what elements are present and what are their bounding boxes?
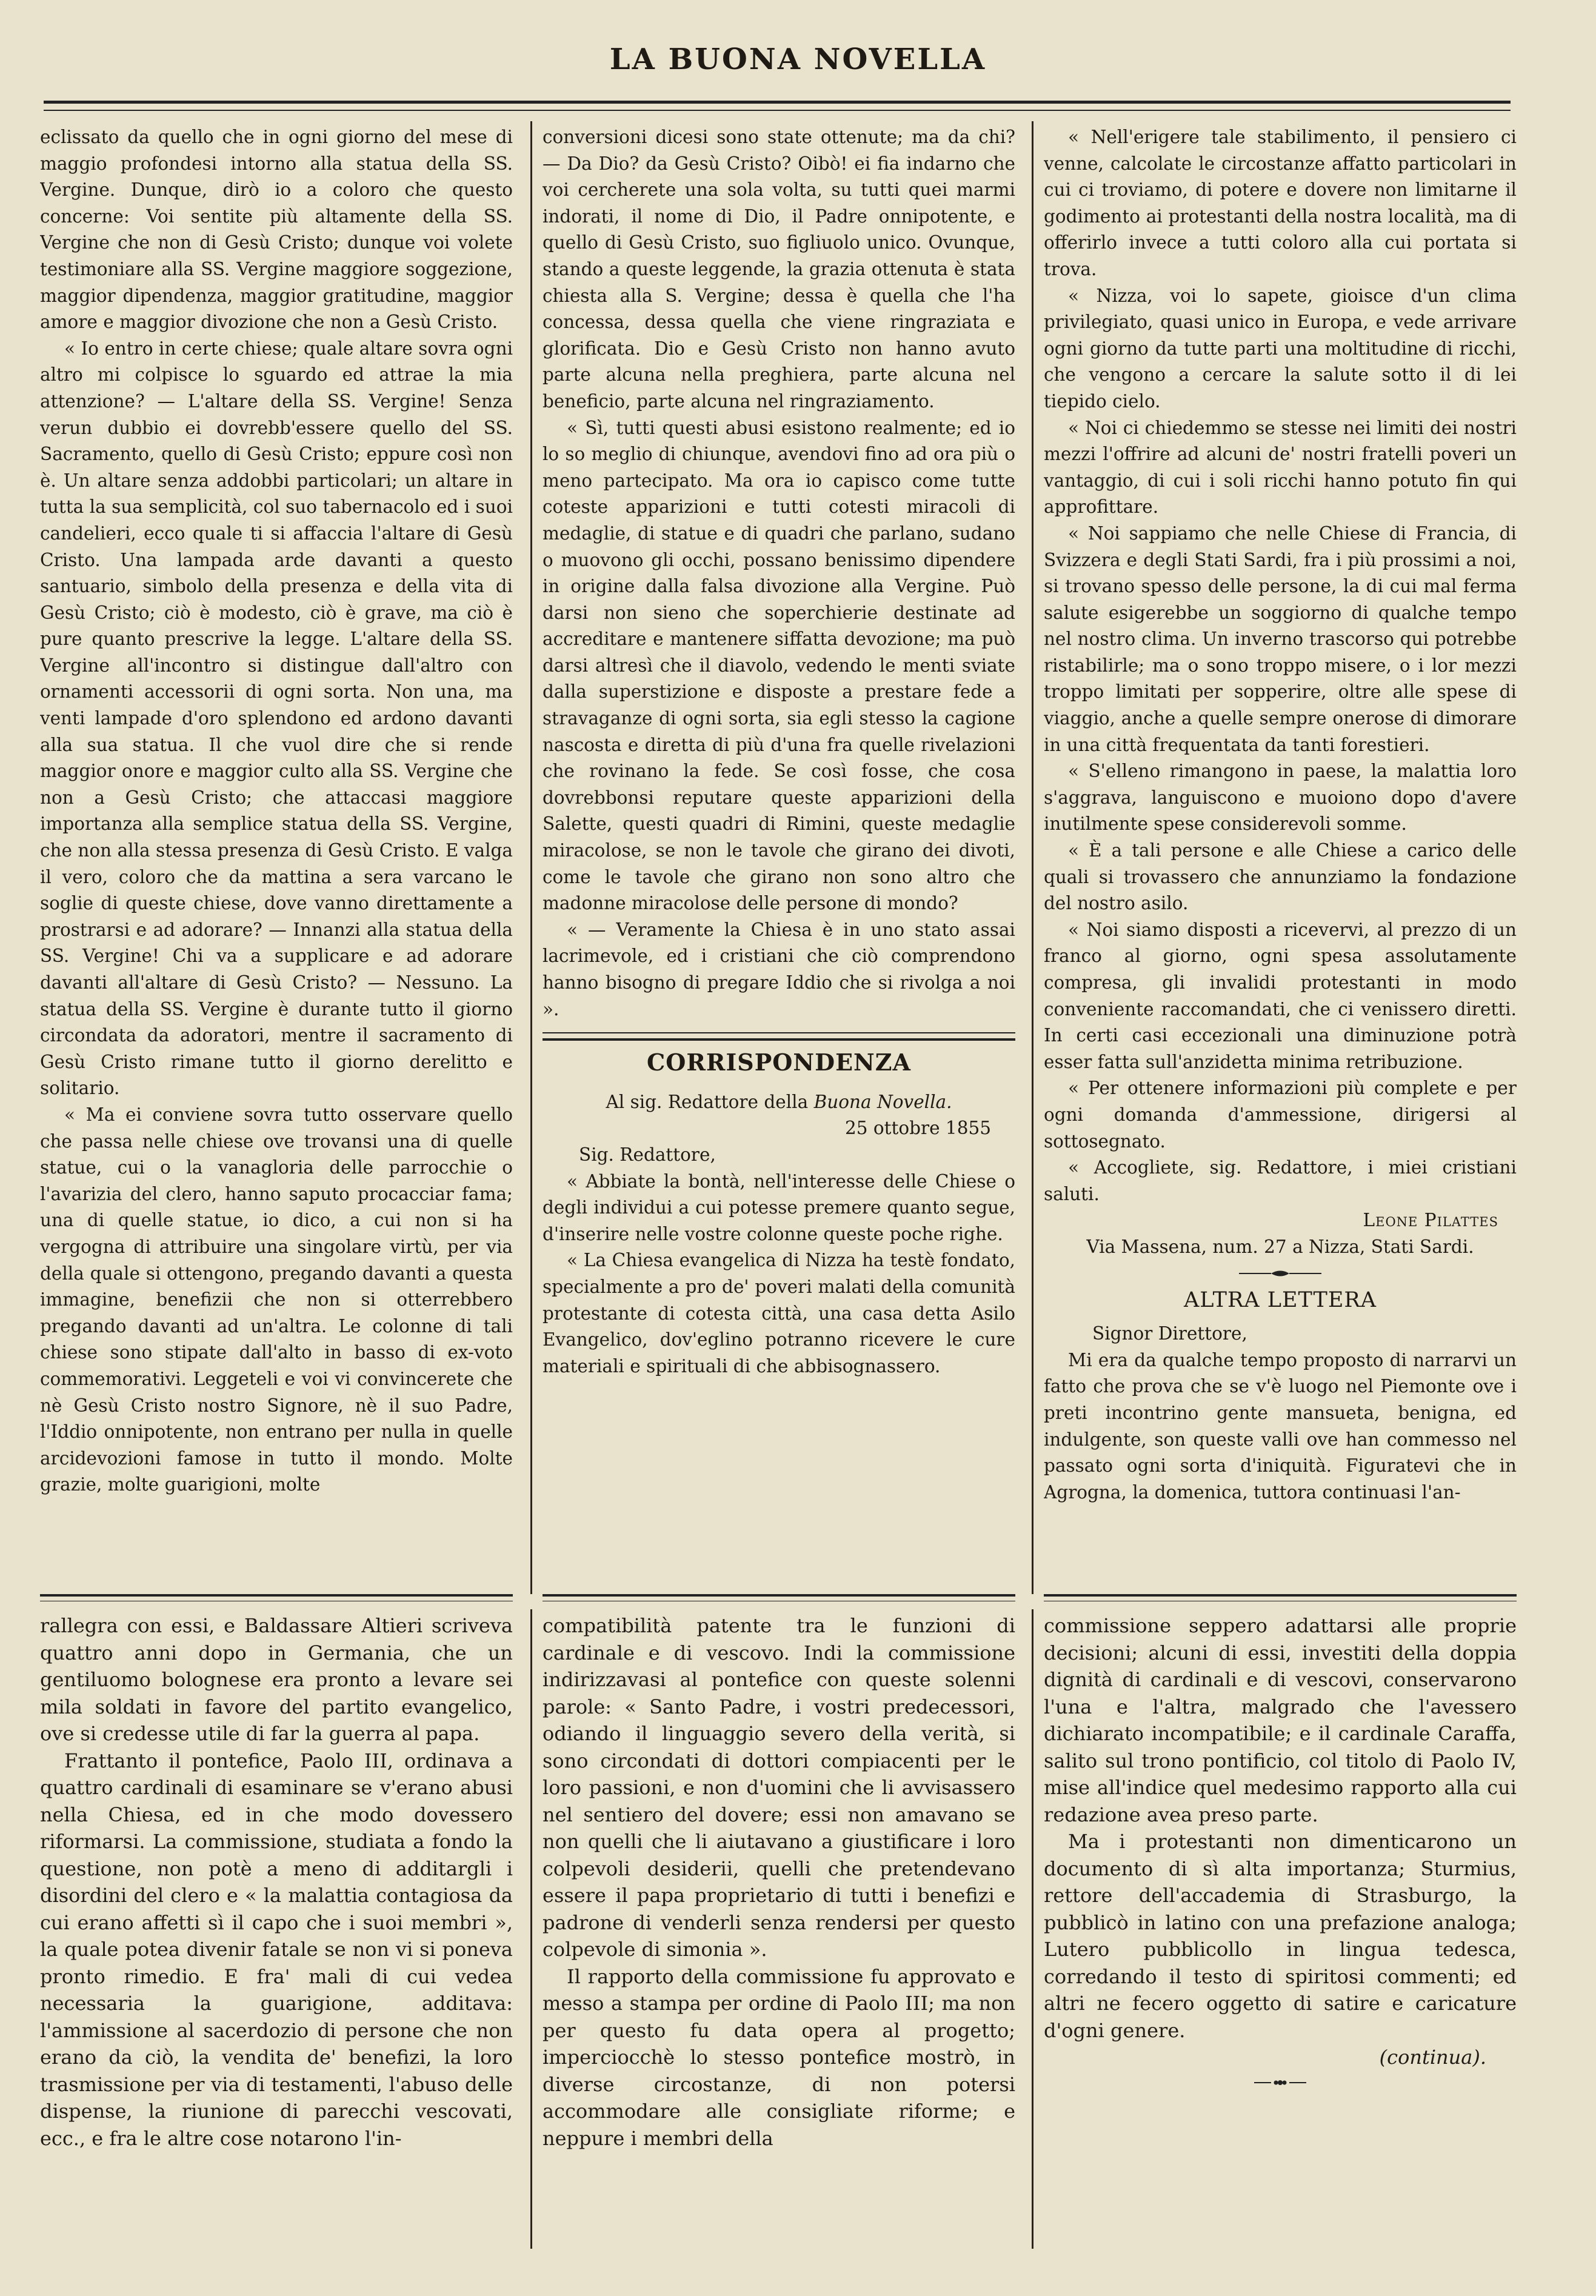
column-divider [1032, 1609, 1033, 2249]
paragraph: « Nell'erigere tale stabilimento, il pensiero ci venne, calcolate le circostanze affatto particolari in cui ci troviamo, di potere e dovere non limitarne il godimento ai protestanti della nostra località, ma di offerirlo invece a tutti coloro alla cui portata si trova. [1044, 127, 1517, 279]
paragraph: « La Chiesa evangelica di Nizza ha testè fondato, specialmente a pro de' poveri malati della comunità protestante di cotesta città, una casa detta Asilo Evangelico, dov'eglino potranno ricevere le cure materiali e spirituali di che abbisognassero. [543, 1250, 1015, 1377]
paragraph: « Abbiate la bontà, nell'interesse delle Chiese o degli individui a cui potesse premere quanto segue, d'inserire nelle vostre colonne queste poche righe. [543, 1170, 1015, 1244]
bottom-column-1 [40, 1612, 513, 2255]
section-divider [40, 1594, 513, 1601]
salutation: Sig. Redattore, [579, 1144, 716, 1165]
ornament-divider-icon [1238, 1268, 1323, 1279]
letter-date: 25 ottobre 1855 [844, 1118, 991, 1139]
paragraph: « Io entro in certe chiese; quale altare sovra ogni altro mi colpisce lo sguardo ed attrae la mia attenzione? — L'altare della SS. Vergine! Senza verun dubbio ei dovrebb'essere quello del SS. Sacramento, quello di Gesù Cristo; eppure così non è. Un altare senza addobbi particolari; un altare in tutta la sua semplicità, col suo tabernacolo ed i suoi candelieri, ecco quale ti si affaccia l'altare di Gesù Cristo. Una lampada arde davanti a questo santuario, simbolo della presenza e della vita di Gesù Cristo; ciò è modesto, ciò è grave, ma ciò è pure quanto prescrive la legge. L'altare della SS. Vergine all'incontro si distingue dall'altro con ornamenti accessorii di ogni sorta. Non una, ma venti lampade d'oro splendono ed ardono davanti alla sua statua. Il che vuol dire che si rende maggior onore e maggior culto alla SS. Vergine che non a Gesù Cristo; che attaccasi maggiore importanza alla semplice statua della SS. Vergine, che non alla stessa presenza di Gesù Cristo. E valga il vero, coloro che da mattina a sera varcano le soglie di queste chiese, dove vanno direttamente a prostrarsi e ad adorare? — Innanzi alla statua della SS. Vergine! Chi va a supplicare e ad adorare davanti all'altare di Gesù Cristo? — Nessuno. La statua della SS. Vergine è durante tutto il giorno circondata da adoratori, mentre il sacramento di Gesù Cristo rimane tutto il giorno derelitto e solitario. [40, 338, 513, 1099]
paragraph: rallegra con essi, e Baldassare Altieri scriveva quattro anni dopo in Germania, che un gentiluomo bolognese era pronto a levare sei mila soldati in favore del partito evangelico, ove si credesse utile di far la guerra al papa. [40, 1614, 513, 1745]
paragraph: commissione seppero adattarsi alle proprie decisioni; alcuni di essi, investiti della doppia dignità di cardinali e di vescovi, conservarono l'una e l'altra, malgrado che l'avessero dichiarato incompatibile; e il cardinale Caraffa, salito sul trono pontificio, col titolo di Paolo IV, mise all'indice quel medesimo rapporto alla cui redazione avea preso parte. [1044, 1614, 1517, 1826]
paragraph: « Accogliete, sig. Redattore, i miei cristiani saluti. [1044, 1157, 1517, 1204]
column-1 [40, 124, 513, 1576]
paragraph: « — Veramente la Chiesa è in uno stato assai lacrimevole, ed i cristiani che ciò comprendono hanno bisogno di pregare Iddio che si rivolga a noi ». [543, 919, 1015, 1020]
paragraph: compatibilità patente tra le funzioni di cardinale e di vescovo. Indi la commissione indirizzavasi al pontefice con queste solenni parole: « Santo Padre, i vostri predecessori, odiando il linguaggio severo della verità, si sono circondati di dottori compiacenti per le loro passioni, e non d'uomini che li avvisassero nel sentiero del dovere; essi non amavano se non quelli che li aiutavano a giustificare i loro colpevoli desiderii, quelli che pretendevano essere il papa proprietario di tutti i benefizi e padrone di venderli senza rendersi per questo colpevole di simonia ». [543, 1614, 1015, 1961]
bottom-column-2 [543, 1612, 1015, 2255]
column-2 [543, 124, 1015, 1576]
paragraph: conversioni dicesi sono state ottenute; ma da chi? — Da Dio? da Gesù Cristo? Oibò! ei fia indarno che voi cercherete una sola volta, su tutti quei marmi indorati, il nome di Dio, il Padre onnipotente, e quello di Gesù Cristo, suo figliuolo unico. Ovunque, stando a queste leggende, la grazia ottenuta è stata chiesta alla S. Vergine; dessa è quella che l'ha concessa, dessa quella che viene ringraziata e glorificata. Dio e Gesù Cristo non hanno avuto parte alcuna nella preghiera, parte alcuna nel beneficio, parte alcuna nel ringraziamento. [543, 127, 1015, 412]
section-title: CORRISPONDENZA [646, 1049, 911, 1076]
paragraph: « Noi ci chiedemmo se stesse nei limiti dei nostri mezzi l'offrire ad alcuni de' nostri fratelli poveri un vantaggio, di cui i soli ricchi hanno potuto fin qui approfittare. [1044, 417, 1517, 518]
paragraph: Il rapporto della commissione fu approvato e messo a stampa per ordine di Paolo III; ma non per questo fu data opera al progetto; imperciocchè lo stesso pontefice mostrò, in diverse circostanze, di non potersi accommodare alle consigliate riforme; e neppure i membri della [543, 1964, 1015, 2150]
continued-note [1044, 2044, 1517, 2071]
paragraph: « È a tali persone e alle Chiese a carico delle quali si trovassero che annunziamo la fondazione del nostro asilo. [1044, 840, 1517, 914]
column-divider [530, 121, 532, 1594]
paragraph: « Noi sappiamo che nelle Chiese di Francia, di Svizzera e degli Stati Sardi, fra i più prossimi a noi, si trovano spesso delle persone, la di cui mal ferma salute esigerebbe un soggiorno di qualche tempo nel nostro clima. Un inverno trascorso qui potrebbe ristabilirle; ma o sono troppo misere, o i lor mezzi troppo limitati per sopperire, oltre alle spese di viaggio, anche a quelle sempre onerose di dimorare in una città frequentata da tanti forestieri. [1044, 522, 1517, 755]
addressee-paper: Buona Novella. [813, 1091, 952, 1112]
addressee-prefix: Al sig. Redattore della [606, 1091, 809, 1112]
paragraph: « Noi siamo disposti a ricevervi, al prezzo di un franco al giorno, ogni spesa assolutamente compresa, gli invalidi protestanti in modo conveniente raccomandati, che ci venissero diretti. In certi casi eccezionali una diminuzione potrà esser fatta sull'anzidetta minima retribuzione. [1044, 919, 1517, 1072]
ornament-end-icon [1253, 2078, 1307, 2087]
paragraph: Mi era da qualche tempo proposto di narrarvi un fatto che prova che se v'è luogo nel Piemonte ove i preti incontrino gente mansueta, benigna, ed indulgente, son queste valli ove han commesso nel passato ogni sorta d'iniquità. Figuratevi che in Agrogna, la domenica, tuttora continuasi l'an- [1044, 1349, 1517, 1503]
salutation: Signor Direttore, [1092, 1323, 1247, 1344]
page-header-title: LA BUONA NOVELLA [609, 42, 987, 76]
column-divider [530, 1609, 532, 2249]
column-3 [1044, 124, 1517, 1576]
header-rule [44, 101, 1511, 111]
bottom-column-3 [1044, 1612, 1517, 2255]
section-divider [1044, 1594, 1517, 1601]
paragraph: « Per ottenere informazioni più complete e per ogni domanda d'ammessione, dirigersi al sottosegnato. [1044, 1078, 1517, 1152]
continued-label: (continua). [1379, 2046, 1486, 2069]
addressee-line [543, 1089, 1015, 1116]
paragraph: « Ma ei conviene sovra tutto osservare quello che passa nelle chiese ove trovansi una di quelle statue, cui o la vanagloria delle parrocchie o l'avarizia del clero, hanno saputo procacciar fama; una di quelle statue, io dico, a cui non si ha vergogna di attribuire una singolare virtù, per via della quale si ottengono, pregando davanti a questa immagine, benefizii che non si otterrebbero pregando davanti ad un'altra. Le colonne di tali chiese sono stipate dall'alto in basso di ex-voto commemorativi. Leggeteli e voi vi convincerete che nè Gesù Cristo nostro Signore, nè il suo Padre, l'Iddio onnipotente, non entrano per nulla in quelle arcidevozioni famose in tutto il mondo. Molte grazie, molte guarigioni, molte [40, 1104, 513, 1495]
letter-address: Via Massena, num. 27 a Nizza, Stati Sardi. [1086, 1236, 1474, 1257]
column-divider [1032, 121, 1033, 1594]
subhead: ALTRA LETTERA [1183, 1287, 1377, 1312]
section-rule [543, 1032, 1015, 1041]
paragraph: Ma i protestanti non dimenticarono un documento di sì alta importanza; Sturmius, rettore dell'accademia di Strasburgo, la pubblicò in latino con una prefazione analoga; Lutero pubblicollo in lingua tedesca, corredando il testo di spiritosi commenti; ed altri ne fecero oggetto di satire e caricature d'ogni genere. [1044, 1830, 1517, 2042]
paragraph: eclissato da quello che in ogni giorno del mese di maggio profondesi intorno alla statua della SS. Vergine. Dunque, dirò io a coloro che questo concerne: Voi sentite più altamente della SS. Vergine che non di Gesù Cristo; dunque voi volete testimoniare alla SS. Vergine maggiore soggezione, maggior dipendenza, maggior gratitudine, maggior amore e maggior divozione che non a Gesù Cristo. [40, 127, 513, 333]
section-divider [543, 1594, 1015, 1601]
paragraph: Frattanto il pontefice, Paolo III, ordinava a quattro cardinali di esaminare se v'erano abusi nella Chiesa, ed in che modo dovessero riformarsi. La commissione, studiata a fondo la questione, non potè a meno di additargli i disordini del clero e « la malattia contagiosa da cui erano affetti sì il capo che i suoi membri », la quale potea divenir fatale se non vi si poneva pronto rimedio. E fra' mali di cui vedea necessaria la guarigione, additava: l'ammissione al sacerdozio di persone che non erano da ciò, la vendita de' benefizi, la loro trasmissione per via di testamenti, l'abuso delle dispense, la riunione di parecchi vescovati, ecc., e fra le altre cose notarono l'in- [40, 1749, 513, 2150]
paragraph: « Nizza, voi lo sapete, gioisce d'un clima privilegiato, quasi unico in Europa, e vede arrivare ogni giorno da tutte parti una moltitudine di ricchi, che vengono a cercare la salute sotto il di lei tiepido cielo. [1044, 285, 1517, 412]
letter-signature: Leone Pilattes [1363, 1210, 1498, 1231]
paragraph: « Sì, tutti questi abusi esistono realmente; ed io lo so meglio di chiunque, avendovi fino ad ora più o meno partecipato. Ma ora io capisco come tutte coteste apparizioni e tutti cotesti miracoli di medaglie, di statue e di quadri che parlano, sudano o muovono gli occhi, possano benissimo dipendere in origine dalla falsa divozione alla Vergine. Può darsi non sieno che soperchierie destinate ad accreditare e mantenere siffatta devozione; ma può darsi altresì che il diavolo, vedendo le menti sviate dalla superstizione e disposte a prestare fede a stravaganze di ogni sorta, sia egli stesso la cagione nascosta e diretta di più d'una fra quelle rivelazioni che rovinano la fede. Se così fosse, che cosa dovrebbonsi reputare queste apparizioni della Salette, questi quadri di Rimini, queste medaglie miracolose, se non le tavole che girano dei divoti, come le tavole che girano non sono altro che madonne miracolose delle persone di mondo? [543, 417, 1015, 914]
paragraph: « S'elleno rimangono in paese, la malattia loro s'aggrava, languiscono e muoiono dopo d'avere inutilmente spese considerevoli somme. [1044, 761, 1517, 835]
